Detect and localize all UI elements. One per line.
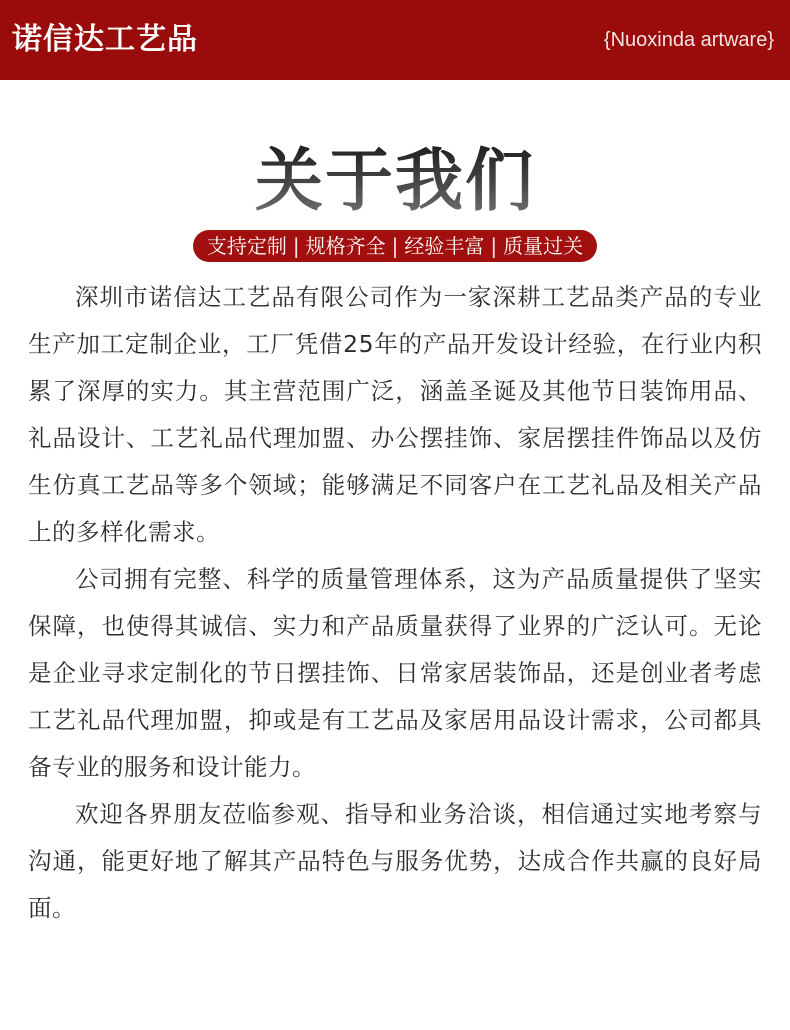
tag-separator: | — [490, 234, 498, 258]
about-content — [28, 274, 762, 932]
paragraph-welcome: 欢迎各界朋友莅临参观、指导和业务洽谈，相信通过实地考察与沟通，能更好地了解其产品特色与服务优势，达成合作共赢的良好局面。 — [28, 800, 762, 922]
tagline-pill — [193, 230, 597, 262]
paragraph-quality: 公司拥有完整、科学的质量管理体系，这为产品质量提供了坚实保障，也使得其诚信、实力和产品质量获得了业界的广泛认可。无论是企业寻求定制化的节日摆挂饰、日常家居装饰品，还是创业者考虑工艺礼品代理加盟，抑或是有工艺品及家居用品设计需求，公司都具备专业的服务和设计能力。 — [28, 565, 762, 781]
tag-complete-specs: 规格齐全 — [305, 234, 386, 258]
paragraph-intro: 深圳市诺信达工艺品有限公司作为一家深耕工艺品类产品的专业生产加工定制企业，工厂凭借25年的产品开发设计经验，在行业内积累了深厚的实力。其主营范围广泛，涵盖圣诞及其他节日装饰用品、礼品设计、工艺礼品代理加盟、办公摆挂饰、家居摆挂件饰品以及仿生仿真工艺品等多个领域；能够满足不同客户在工艺礼品及相关产品上的多样化需求。 — [28, 283, 762, 546]
page-title: 关于我们 — [0, 140, 790, 224]
header-banner — [0, 0, 790, 80]
tag-separator: | — [391, 234, 399, 258]
tag-separator: | — [292, 234, 300, 258]
tag-quality: 质量过关 — [503, 234, 584, 258]
brand-name: 诺信达工艺品 — [12, 22, 198, 57]
tag-customization: 支持定制 — [206, 234, 287, 258]
brand-english-name: {Nuoxinda artware} — [603, 29, 774, 51]
tagline-container — [0, 230, 790, 262]
tag-experience: 经验丰富 — [404, 234, 485, 258]
